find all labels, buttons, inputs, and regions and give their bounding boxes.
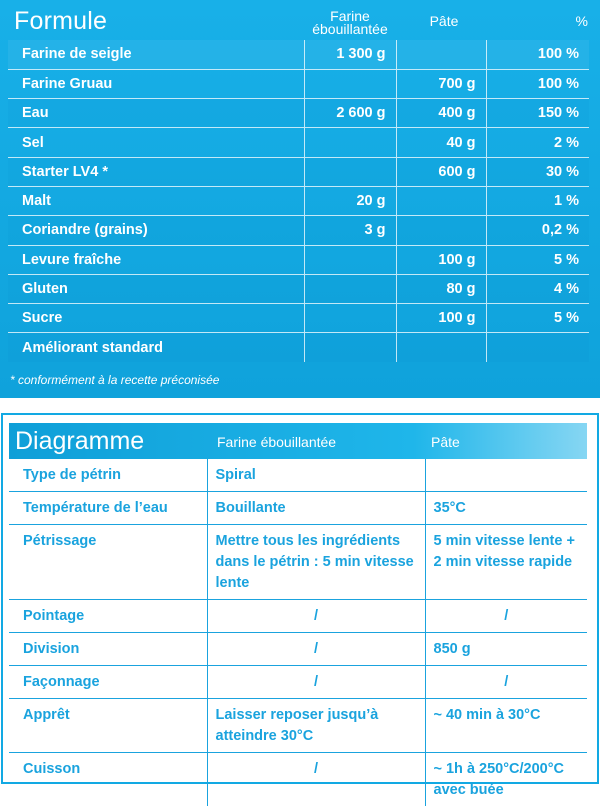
formule-value-farine-ebouillantee: 2 600 g <box>304 99 396 128</box>
formule-value-percent: 5 % <box>486 245 589 274</box>
diagramme-row <box>9 600 587 633</box>
formule-value-farine-ebouillantee <box>304 274 396 303</box>
formule-row <box>8 128 589 157</box>
formule-table <box>8 40 589 362</box>
formule-row <box>8 216 589 245</box>
formule-value-percent: 0,2 % <box>486 216 589 245</box>
diagramme-row <box>9 492 587 525</box>
formule-row <box>8 40 589 69</box>
formule-value-percent: 30 % <box>486 157 589 186</box>
formule-ingredient-name: Sucre <box>8 304 304 333</box>
formule-value-farine-ebouillantee: 3 g <box>304 216 396 245</box>
diagramme-step-name: Température de l’eau <box>9 492 207 525</box>
formule-value-percent: 5 % <box>486 304 589 333</box>
formule-row <box>8 333 589 362</box>
formule-col-percent: % <box>520 15 588 28</box>
formule-value-percent: 4 % <box>486 274 589 303</box>
formule-col-farine-ebouillantee <box>300 10 400 36</box>
formule-value-farine-ebouillantee <box>304 333 396 362</box>
diagramme-value-pate: 850 g <box>425 633 587 666</box>
diagramme-step-name: Type de pétrin <box>9 459 207 492</box>
formule-value-pate: 100 g <box>396 245 486 274</box>
formule-value-pate: 40 g <box>396 128 486 157</box>
formule-header <box>0 0 600 40</box>
diagramme-value-pate: / <box>425 666 587 699</box>
diagramme-row <box>9 699 587 753</box>
formule-value-pate: 600 g <box>396 157 486 186</box>
formule-ingredient-name: Eau <box>8 99 304 128</box>
diagramme-table <box>9 459 587 806</box>
formule-row <box>8 274 589 303</box>
formule-value-pate <box>396 333 486 362</box>
formule-panel <box>0 0 600 398</box>
formule-ingredient-name: Gluten <box>8 274 304 303</box>
formule-ingredient-name: Coriandre (grains) <box>8 216 304 245</box>
formule-value-pate <box>396 186 486 215</box>
formule-value-pate: 400 g <box>396 99 486 128</box>
formule-ingredient-name: Starter LV4 * <box>8 157 304 186</box>
formule-row <box>8 69 589 98</box>
diagramme-row <box>9 666 587 699</box>
diagramme-step-name: Cuisson <box>9 753 207 806</box>
diagramme-header <box>9 423 587 459</box>
diagramme-value-farine-ebouillantee: Spiral <box>207 459 425 492</box>
diagramme-title: Diagramme <box>15 427 144 456</box>
formule-value-pate <box>396 40 486 69</box>
diagramme-step-name: Pétrissage <box>9 525 207 600</box>
diagramme-value-pate: ~ 1h à 250°C/200°C avec buée <box>425 753 587 806</box>
formule-value-farine-ebouillantee <box>304 304 396 333</box>
formule-footnote: * conformément à la recette préconisée <box>10 373 219 387</box>
diagramme-panel <box>1 413 599 784</box>
formule-title: Formule <box>14 7 107 36</box>
formule-ingredient-name: Améliorant standard <box>8 333 304 362</box>
diagramme-value-pate <box>425 459 587 492</box>
formule-value-percent: 100 % <box>486 69 589 98</box>
diagramme-value-farine-ebouillantee: Mettre tous les ingrédients dans le pétrin : 5 min vitesse lente <box>207 525 425 600</box>
formule-value-percent: 100 % <box>486 40 589 69</box>
diagramme-value-farine-ebouillantee: / <box>207 600 425 633</box>
formule-value-percent: 1 % <box>486 186 589 215</box>
diagramme-value-farine-ebouillantee: Laisser reposer jusqu’à atteindre 30°C <box>207 699 425 753</box>
diagramme-value-farine-ebouillantee: / <box>207 633 425 666</box>
formule-ingredient-name: Malt <box>8 186 304 215</box>
diagramme-row <box>9 633 587 666</box>
formule-ingredient-name: Sel <box>8 128 304 157</box>
formule-row <box>8 245 589 274</box>
diagramme-col-farine-ebouillantee: Farine ébouillantée <box>217 434 336 450</box>
formule-row <box>8 157 589 186</box>
formule-value-pate <box>396 216 486 245</box>
formule-value-farine-ebouillantee <box>304 157 396 186</box>
diagramme-step-name: Division <box>9 633 207 666</box>
formule-row <box>8 304 589 333</box>
formule-value-farine-ebouillantee <box>304 128 396 157</box>
formule-row <box>8 99 589 128</box>
formule-col-pate: Pâte <box>398 15 490 28</box>
diagramme-col-pate: Pâte <box>431 434 460 450</box>
diagramme-step-name: Façonnage <box>9 666 207 699</box>
formule-ingredient-name: Farine de seigle <box>8 40 304 69</box>
formule-row <box>8 186 589 215</box>
diagramme-row <box>9 525 587 600</box>
formule-value-farine-ebouillantee: 20 g <box>304 186 396 215</box>
formule-value-pate: 700 g <box>396 69 486 98</box>
formule-value-farine-ebouillantee <box>304 245 396 274</box>
diagramme-row <box>9 459 587 492</box>
diagramme-step-name: Pointage <box>9 600 207 633</box>
formule-ingredient-name: Farine Gruau <box>8 69 304 98</box>
diagramme-value-pate: 35°C <box>425 492 587 525</box>
formule-value-pate: 80 g <box>396 274 486 303</box>
diagramme-value-pate: 5 min vitesse lente + 2 min vitesse rapide <box>425 525 587 600</box>
formule-col-farine-ebouillantee-label: Farine ébouillantée <box>312 8 388 37</box>
formule-ingredient-name: Levure fraîche <box>8 245 304 274</box>
formule-value-farine-ebouillantee <box>304 69 396 98</box>
formule-value-farine-ebouillantee: 1 300 g <box>304 40 396 69</box>
diagramme-value-pate: / <box>425 600 587 633</box>
diagramme-value-farine-ebouillantee: / <box>207 666 425 699</box>
diagramme-value-farine-ebouillantee: Bouillante <box>207 492 425 525</box>
diagramme-row <box>9 753 587 806</box>
formule-value-percent: 150 % <box>486 99 589 128</box>
diagramme-step-name: Apprêt <box>9 699 207 753</box>
diagramme-value-farine-ebouillantee: / <box>207 753 425 806</box>
formule-value-percent: 2 % <box>486 128 589 157</box>
formule-value-percent <box>486 333 589 362</box>
formule-value-pate: 100 g <box>396 304 486 333</box>
diagramme-value-pate: ~ 40 min à 30°C <box>425 699 587 753</box>
